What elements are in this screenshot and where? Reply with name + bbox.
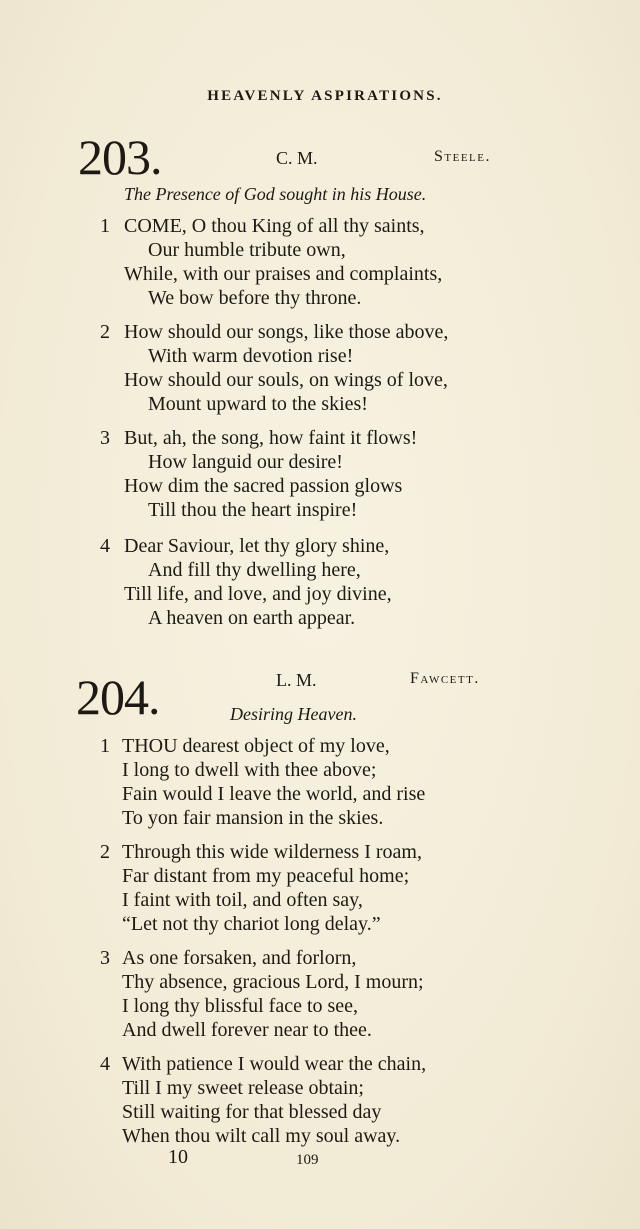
page-number: 109 — [296, 1152, 319, 1168]
hymn-line: THOU dearest object of my love, — [122, 735, 390, 757]
hymn-line: “Let not thy chariot long delay.” — [122, 913, 381, 935]
hymn-line: Till I my sweet release obtain; — [122, 1077, 364, 1099]
hymn-line: Fain would I leave the world, and rise — [122, 783, 426, 805]
verse-number: 2 — [100, 841, 110, 863]
hymn-meter: C. M. — [276, 148, 318, 168]
verse-number: 4 — [100, 1053, 110, 1075]
verse-number: 2 — [100, 321, 110, 343]
hymn-author: Steele. — [434, 148, 491, 165]
hymn-line: Our humble tribute own, — [148, 239, 346, 261]
hymn-line: COME, O thou King of all thy saints, — [124, 215, 425, 237]
hymn-line: As one forsaken, and forlorn, — [122, 947, 357, 969]
hymn-title: Desiring Heaven. — [230, 704, 357, 724]
hymn-line: Through this wide wilderness I roam, — [122, 841, 422, 863]
hymn-line: And dwell forever near to thee. — [122, 1019, 372, 1041]
hymn-line: Till life, and love, and joy divine, — [124, 583, 392, 605]
hymn-line: With patience I would wear the chain, — [122, 1053, 427, 1075]
hymn-line: I faint with toil, and often say, — [122, 889, 363, 911]
hymn-author: Fawcett. — [410, 670, 480, 687]
hymn-line: How languid our desire! — [148, 451, 343, 473]
hymn-title: The Presence of God sought in his House. — [124, 184, 427, 204]
hymn-line: Dear Saviour, let thy glory shine, — [124, 535, 390, 557]
verse-number: 3 — [100, 427, 110, 449]
hymn-line: Mount upward to the skies! — [148, 393, 368, 415]
hymn-line: We bow before thy throne. — [148, 287, 362, 309]
running-head: HEAVENLY ASPIRATIONS. — [207, 88, 443, 104]
verse-number: 4 — [100, 535, 110, 557]
hymn-line: How should our souls, on wings of love, — [124, 369, 448, 391]
hymn-line: Far distant from my peaceful home; — [122, 865, 410, 887]
hymn-line: With warm devotion rise! — [148, 345, 354, 367]
hymn-line: But, ah, the song, how faint it flows! — [124, 427, 418, 449]
hymn-line: Thy absence, gracious Lord, I mourn; — [122, 971, 424, 993]
hymn-line: Still waiting for that blessed day — [122, 1101, 382, 1123]
hymn-line: A heaven on earth appear. — [148, 607, 356, 629]
hymn-line: Till thou the heart inspire! — [148, 499, 358, 521]
hymn-meter: L. M. — [276, 670, 317, 690]
verse-number: 1 — [100, 735, 110, 757]
hymn-line: And fill thy dwelling here, — [148, 559, 361, 581]
hymn-line: When thou wilt call my soul away. — [122, 1125, 401, 1147]
hymn-line: While, with our praises and complaints, — [124, 263, 443, 285]
hymn-line: I long to dwell with thee above; — [122, 759, 377, 781]
hymn-number: 204. — [76, 669, 160, 725]
verse-number: 1 — [100, 215, 110, 237]
hymn-line: To yon fair mansion in the skies. — [122, 807, 384, 829]
hymn-number: 203. — [78, 129, 162, 185]
hymn-line: I long thy blissful face to see, — [122, 995, 359, 1017]
hymn-line: How dim the sacred passion glows — [124, 475, 403, 497]
verse-number: 3 — [100, 947, 110, 969]
hymn-line: How should our songs, like those above, — [124, 321, 449, 343]
signature-mark: 10 — [168, 1146, 188, 1168]
